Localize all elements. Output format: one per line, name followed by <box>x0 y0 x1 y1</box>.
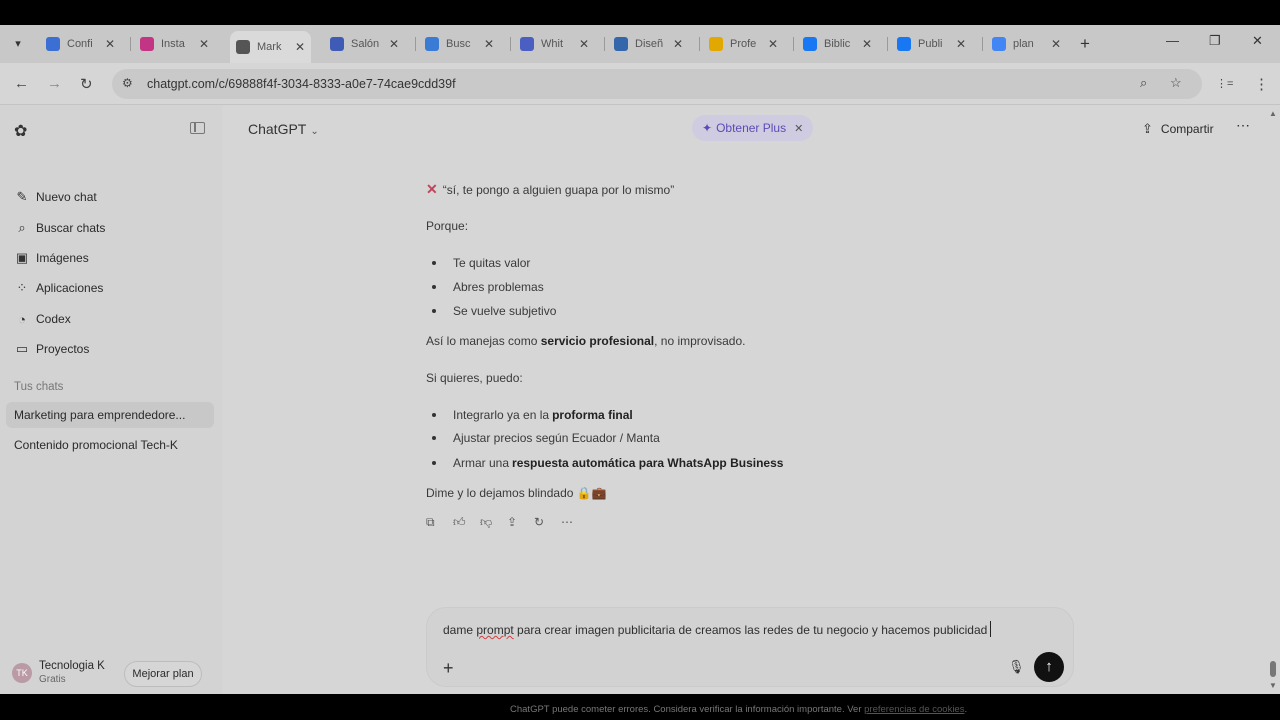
tab-separator <box>887 37 888 51</box>
tab-separator <box>699 37 700 51</box>
share-button[interactable] <box>1142 121 1214 137</box>
browser-tab[interactable] <box>140 31 209 57</box>
instagram-icon <box>140 37 154 51</box>
share-message-icon[interactable]: ⇪ <box>507 515 518 529</box>
tab-separator <box>510 37 511 51</box>
get-plus-label: Obtener Plus <box>716 121 787 135</box>
apps-icon: ⁘ <box>16 280 28 295</box>
back-icon[interactable]: ← <box>14 75 29 92</box>
thumbs-down-icon[interactable]: 👎︎ <box>480 515 493 529</box>
close-tab-icon[interactable]: ✕ <box>484 37 495 51</box>
restore-icon[interactable]: ❐ <box>1209 33 1221 48</box>
chat-item-label: Marketing para emprendedore... <box>14 408 186 422</box>
chat-main <box>222 105 1270 715</box>
tab-title: Publi <box>918 38 943 50</box>
close-tab-icon[interactable]: ✕ <box>1051 37 1062 51</box>
tab-title: Biblic <box>824 38 851 50</box>
list-item: Armar una respuesta automática para WhatsApp Business <box>432 456 786 470</box>
bookmark-star-icon[interactable]: ☆ <box>1170 75 1182 90</box>
close-icon[interactable]: ✕ <box>794 122 804 135</box>
projects-icon: ▭ <box>15 341 29 356</box>
tab-title: Profe <box>730 38 757 50</box>
sidebar-item-label: Buscar chats <box>36 221 106 235</box>
avatar: TK <box>12 663 32 683</box>
close-tab-icon[interactable]: ✕ <box>768 37 779 51</box>
chat-item-marketing[interactable] <box>6 402 214 428</box>
list-item: Ajustar precios según Ecuador / Manta <box>432 431 660 445</box>
close-tab-icon[interactable]: ✕ <box>199 37 210 51</box>
tab-separator <box>415 37 416 51</box>
url-text: chatgpt.com/c/69888f4f-3034-8333-a0e7-74cae9cdd39f <box>147 77 456 91</box>
model-name: ChatGPT <box>248 121 307 137</box>
quote-text: “sí, te pongo a alguien guapa por lo mismo” <box>442 183 675 197</box>
close-tab-icon[interactable]: ✕ <box>862 37 873 51</box>
drive-icon <box>709 37 723 51</box>
message-offer: Si quieres, puedo: <box>426 371 523 385</box>
message-quote <box>426 181 674 198</box>
regenerate-icon[interactable]: ↻ <box>534 515 545 529</box>
zoom-icon[interactable]: ⌕ <box>1140 75 1148 90</box>
more-actions-icon[interactable]: ⋯ <box>561 515 573 529</box>
close-tab-icon[interactable]: ✕ <box>295 40 306 54</box>
codex-icon: ◔ <box>18 311 26 327</box>
message-handle: Así lo manejas como servicio profesional, no improvisado. <box>426 334 746 348</box>
message-actions <box>426 515 588 530</box>
tab-separator <box>130 37 131 51</box>
get-plus-button[interactable] <box>692 115 813 141</box>
gear-icon <box>46 37 60 51</box>
send-button[interactable]: ↑ <box>1034 652 1064 682</box>
tab-title: Confi <box>67 38 93 50</box>
sidebar <box>0 105 222 694</box>
meta-icon <box>803 37 817 51</box>
message-because: Porque: <box>426 219 469 233</box>
share-icon: ⇪ <box>1142 121 1153 136</box>
cookie-preferences-link[interactable]: preferencias de cookies <box>864 704 965 715</box>
scroll-down-icon[interactable]: ▼ <box>1269 681 1277 690</box>
browser-tab[interactable] <box>709 31 778 57</box>
browser-tab[interactable] <box>330 31 399 57</box>
reload-icon[interactable]: ↻ <box>80 76 93 93</box>
tab-title: Salón <box>351 38 380 50</box>
chevron-down-icon: ⌄ <box>310 126 319 137</box>
cross-mark-icon: ✕ <box>426 181 438 197</box>
close-tab-icon[interactable]: ✕ <box>389 37 400 51</box>
address-bar[interactable] <box>112 69 1202 99</box>
text-cursor <box>990 621 991 637</box>
sidebar-item-search-chats[interactable] <box>14 218 105 238</box>
sidebar-item-label: Imágenes <box>36 251 89 265</box>
tab-title: Busc <box>446 38 471 50</box>
browser-tab[interactable] <box>897 31 966 57</box>
sidebar-item-apps[interactable] <box>14 278 103 298</box>
sidebar-item-label: Nuevo chat <box>36 190 97 204</box>
images-icon: ▣ <box>15 250 29 265</box>
more-options-icon[interactable]: ⋯ <box>1236 117 1251 133</box>
browser-tab[interactable] <box>520 31 589 57</box>
model-selector[interactable] <box>248 121 319 137</box>
site-settings-icon[interactable]: ⚙ <box>122 76 133 90</box>
extensions-icon[interactable]: ⋮= <box>1216 78 1234 90</box>
tab-title: Whit <box>541 38 563 50</box>
scroll-up-icon[interactable]: ▲ <box>1269 109 1277 118</box>
microphone-icon[interactable]: 🎙︎ <box>1008 659 1025 674</box>
sparkle-icon: ✦ <box>702 121 713 135</box>
copy-icon[interactable]: ⧉ <box>426 515 435 529</box>
google-icon <box>992 37 1006 51</box>
upgrade-plan-button[interactable]: Mejorar plan <box>124 661 202 687</box>
user-plan: Gratis <box>39 674 66 685</box>
browser-tab[interactable] <box>46 31 115 57</box>
browser-tab[interactable] <box>425 31 494 57</box>
browser-tab[interactable] <box>230 31 311 63</box>
chat-item-tech-k[interactable] <box>6 432 214 458</box>
canva-icon <box>425 37 439 51</box>
sidebar-item-label: Codex <box>36 312 71 326</box>
new-tab-button[interactable]: + <box>1080 34 1090 53</box>
tab-separator <box>982 37 983 51</box>
tab-separator <box>793 37 794 51</box>
list-item: Abres problemas <box>432 280 544 294</box>
sidebar-item-label: Proyectos <box>36 342 90 356</box>
close-window-icon[interactable]: ✕ <box>1252 33 1263 48</box>
new-chat-icon: ✎ <box>16 189 28 204</box>
list-item: Se vuelve subjetivo <box>432 304 556 318</box>
close-tab-icon[interactable]: ✕ <box>673 37 684 51</box>
tab-title: Insta <box>161 38 185 50</box>
design-icon <box>614 37 628 51</box>
browser-menu-icon[interactable]: ⋮ <box>1254 76 1269 93</box>
scrollbar-thumb[interactable] <box>1270 661 1276 677</box>
tab-search-chevron-icon[interactable]: ▾ <box>15 38 21 50</box>
browser-window <box>0 25 1280 715</box>
message-composer[interactable] <box>426 607 1074 687</box>
tab-title: plan <box>1013 38 1034 50</box>
minimize-icon[interactable]: — <box>1166 33 1179 48</box>
tab-title: Diseñ <box>635 38 664 50</box>
scrollbar[interactable] <box>1266 105 1280 694</box>
thumbs-up-icon[interactable]: 👍︎ <box>453 515 466 529</box>
close-tab-icon[interactable]: ✕ <box>105 37 116 51</box>
tab-separator <box>604 37 605 51</box>
add-attachment-icon[interactable]: + <box>443 658 454 678</box>
chat-item-label: Contenido promocional Tech-K <box>14 438 178 452</box>
close-tab-icon[interactable]: ✕ <box>956 37 967 51</box>
browser-tab[interactable] <box>614 31 683 57</box>
sidebar-item-label: Aplicaciones <box>36 281 104 295</box>
whiteboard-icon <box>520 37 534 51</box>
user-name: Tecnologia K <box>39 660 105 672</box>
browser-tab[interactable] <box>803 31 872 57</box>
composer-input[interactable]: dame prompt para crear imagen publicitaria de creamos las redes de tu negocio y hacemos publicidad <box>443 623 988 637</box>
list-item: Integrarlo ya en la proforma final <box>432 408 636 422</box>
forms-icon <box>330 37 344 51</box>
list-item: Te quitas valor <box>432 256 530 270</box>
forward-icon[interactable]: → <box>47 75 62 92</box>
close-tab-icon[interactable]: ✕ <box>579 37 590 51</box>
sidebar-item-projects[interactable] <box>14 339 89 359</box>
browser-tab[interactable] <box>992 31 1061 57</box>
facebook-icon <box>897 37 911 51</box>
user-profile[interactable] <box>12 660 105 685</box>
sidebar-item-images[interactable] <box>14 248 89 268</box>
disclaimer: ChatGPT puede cometer errores. Considera verificar la información importante. Ver preferencias de cookies. <box>510 704 968 715</box>
tab-title: Mark <box>257 41 282 53</box>
message-closing: Dime y lo dejamos blindado 🔒💼 <box>426 486 607 500</box>
sidebar-item-codex[interactable] <box>14 309 71 329</box>
chatgpt-logo-icon[interactable]: ✿ <box>14 123 28 140</box>
sidebar-item-new-chat[interactable] <box>14 187 97 207</box>
chats-section-title: Tus chats <box>14 381 64 393</box>
sidebar-toggle-icon[interactable] <box>190 122 205 134</box>
search-chats-icon: ⌕ <box>18 220 26 235</box>
tab-strip <box>0 25 1280 63</box>
chatgpt-icon <box>236 40 250 54</box>
share-label: Compartir <box>1160 122 1214 136</box>
browser-toolbar <box>0 63 1280 105</box>
